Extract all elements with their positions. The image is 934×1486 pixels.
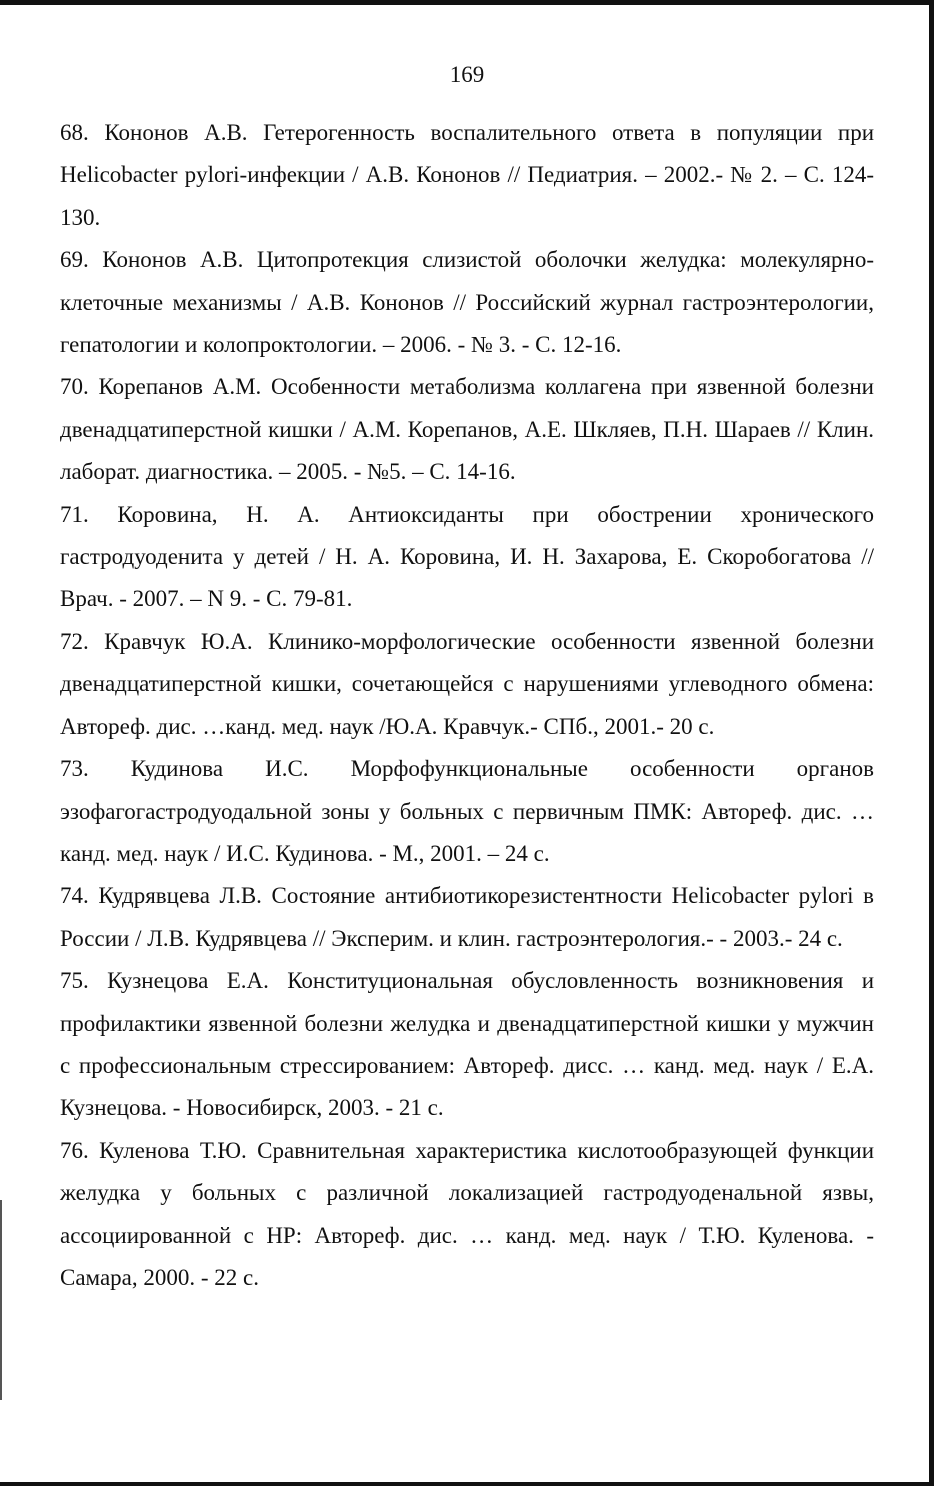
reference-item: [60, 621, 874, 748]
reference-number: 71.: [60, 501, 89, 527]
scan-edge-top: [0, 0, 934, 5]
reference-number: 75.: [60, 968, 89, 994]
reference-number: 69.: [60, 247, 89, 273]
reference-item: [60, 875, 874, 960]
scan-edge-right: [929, 0, 934, 1486]
reference-number: 73.: [60, 756, 89, 782]
reference-text: Кудинова И.С. Морфофункциональные особенности органов эзофагогастродуодальной зоны у больных с первичным ПМК: Автореф. дис. …канд. мед. наук / И.С. Кудинова. - М., 2001. – 24 с.: [60, 756, 874, 866]
reference-text: Куленова Т.Ю. Сравнительная характеристика кислотообразующей функции желудка у больных с различной локализацией гастродуоденальной язвы, ассоциированной с HP: Автореф. дис. … канд. мед. наук / Т.Ю. Куленова. - Самара, 2000. - 22 с.: [60, 1137, 875, 1290]
reference-number: 74.: [60, 883, 89, 909]
reference-text: Кравчук Ю.А. Клинико-морфологические особенности язвенной болезни двенадцатиперстной кишки, сочетающейся с нарушениями углеводного обмена: Автореф. дис. …канд. мед. наук /Ю.А. Кравчук.- СПб., 2001.- 20 с.: [60, 628, 875, 739]
reference-item: [60, 748, 874, 875]
reference-list: [60, 112, 874, 1299]
reference-item: [60, 960, 874, 1130]
reference-number: 72.: [60, 628, 89, 654]
reference-number: 76.: [60, 1137, 89, 1163]
reference-item: [60, 494, 874, 621]
reference-item: [60, 1130, 874, 1300]
reference-text: Кудрявцева Л.В. Состояние антибиотикорезистентности Helicobacter pylori в России / Л.В. Кудрявцева // Эксперим. и клин. гастроэнтерология.- - 2003.- 24 с.: [60, 883, 874, 951]
reference-item: [60, 239, 874, 366]
scan-edge-left-mark: [0, 1200, 2, 1400]
reference-number: 70.: [60, 374, 89, 400]
reference-number: 68.: [60, 120, 89, 145]
reference-item: [60, 112, 874, 239]
scan-edge-bottom: [0, 1482, 934, 1486]
reference-text: Корепанов А.М. Особенности метаболизма коллагена при язвенной болезни двенадцатиперстной кишки / А.М. Корепанов, А.Е. Шкляев, П.Н. Шараев // Клин. лаборат. диагностика. – 2005. - №5. – С. 14-16.: [60, 374, 874, 485]
reference-item: [60, 366, 874, 493]
reference-text: Кононов А.В. Цитопротекция слизистой оболочки желудка: молекулярно-клеточные механизмы / А.В. Кононов // Российский журнал гастроэнтерологии, гепатологии и колопроктологии. – 2006. - № 3. - С. 12-16.: [60, 247, 874, 358]
page-number: 169: [449, 62, 485, 87]
reference-text: Кононов А.В. Гетерогенность воспалительного ответа в популяции при Helicobacter pylori-инфекции / А.В. Кононов // Педиатрия. – 2002.- № 2. – С. 124-130.: [60, 120, 875, 230]
reference-text: Кузнецова Е.А. Конституциональная обусловленность возникновения и профилактики язвенной болезни желудка и двенадцатиперстной кишки у мужчин с профессиональным стрессированием: Автореф. дисс. … канд. мед. наук / Е.А. Кузнецова. - Новосибирск, 2003. - 21 с.: [60, 968, 874, 1121]
reference-text: Коровина, Н. А. Антиоксиданты при обострении хронического гастродуоденита у детей / Н. А. Коровина, И. Н. Захарова, Е. Скоробогатова // Врач. - 2007. – N 9. - С. 79-81.: [60, 501, 874, 612]
